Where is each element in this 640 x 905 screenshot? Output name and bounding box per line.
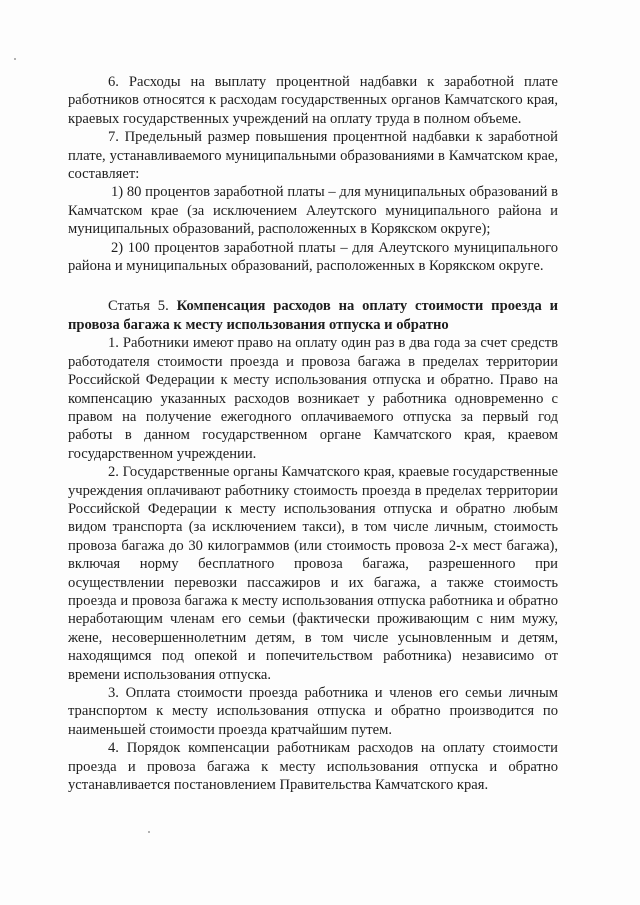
list-item-2: 2) 100 процентов заработной платы – для Алеутского муниципального района и муниципальных образований, расположенных в Корякском округе. — [68, 239, 558, 275]
article-heading — [68, 297, 558, 334]
document-body — [68, 73, 558, 794]
scan-speck — [14, 58, 16, 60]
paragraph-6: 6. Расходы на выплату процентной надбавки к заработной плате работников относятся к расходам государственных органов Камчатского края, краевых государственных учреждений на оплату труда в полном объеме. — [68, 74, 558, 127]
article-number: Статья 5. — [108, 298, 177, 315]
article-paragraph-3: 3. Оплата стоимости проезда работника и членов его семьи личным транспортом к месту использования отпуска и обратно производится по наименьшей стоимости проезда кратчайшим путем. — [68, 685, 558, 738]
article-paragraph-4: 4. Порядок компенсации работникам расходов на оплату стоимости проезда и провоза багажа к месту использования отпуска и обратно устанавливается постановлением Правительства Камчатского края. — [68, 740, 558, 794]
paragraph-7: 7. Предельный размер повышения процентной надбавки к заработной плате, устанавливаемого муниципальными образованиями в Камчатском крае, составляет: — [68, 129, 558, 183]
article-title: Компенсация расходов на оплату стоимости проезда и провоза багажа к месту использования отпуска и обратно — [68, 298, 559, 333]
scan-speck — [148, 831, 150, 833]
article-paragraph-1: 1. Работники имеют право на оплату один раз в два года за счет средств работодателя стоимости проезда и провоза багажа в пределах территории Российской Федерации к месту использования отпуска и обратно. Право на компенсацию указанных расходов возникает у работника одновременно с правом на получение ежегодного оплачиваемого отпуска за первый год работы в данном государственном органе Камчатского края, краевом государственном учреждении. — [68, 335, 558, 462]
article-paragraph-2: 2. Государственные органы Камчатского края, краевые государственные учреждения оплачивают работнику стоимость проезда в пределах территории Российской Федерации к месту использования отпуска и обратно любым видом транспорта (за исключением такси), в том числе личным, стоимость провоза багажа до 30 килограммов (или стоимость провоза 2-х мест багажа), включая норму бесплатного провоза багажа, разрешенного при осуществлении перевозки пассажиров и их багажа, а также стоимость проезда и провоза багажа к месту использования отпуска работника и обратно неработающим членам его семьи (фактически проживающим с ним мужу, жене, несовершеннолетним детям, в том числе усыновленным и детям, находящимся под опекой и попечительством работника) независимо от времени использования отпуска. — [68, 464, 558, 683]
list-item-1: 1) 80 процентов заработной платы – для муниципальных образований в Камчатском крае (за исключением Алеутского муниципального района и муниципальных образований, расположенных в Корякском округе); — [68, 184, 558, 238]
